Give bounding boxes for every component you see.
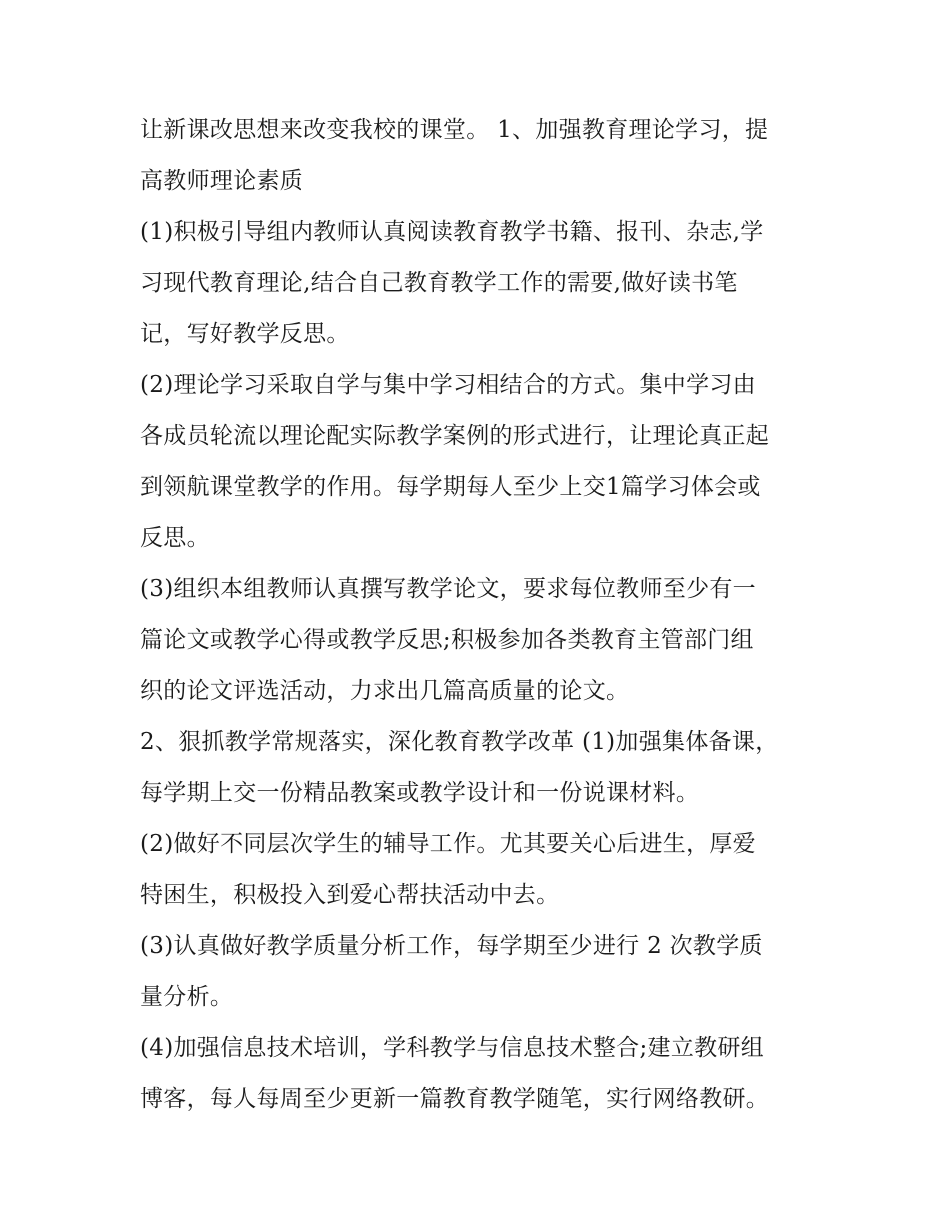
text-line: 习现代教育理论,结合自己教育教学工作的需要,做好读书笔 — [140, 270, 738, 296]
text-line: 让新课改思想来改变我校的课堂。 1、加强教育理论学习，提 — [140, 117, 769, 143]
text-line: 博客，每人每周至少更新一篇教育教学随笔，实行网络教研。 — [140, 1086, 770, 1112]
text-line: 织的论文评选活动，力求出几篇高质量的论文。 — [140, 678, 630, 704]
document-body — [140, 105, 820, 1125]
text-line: 每学期上交一份精品教案或教学设计和一份说课材料。 — [140, 780, 700, 806]
text-line: 特困生，积极投入到爱心帮扶活动中去。 — [140, 882, 560, 908]
text-line: (1)积极引导组内教师认真阅读教育教学书籍、报刊、杂志,学 — [140, 219, 764, 245]
text-line: 到领航课堂教学的作用。每学期每人至少上交1篇学习体会或 — [140, 474, 761, 500]
text-line: (2)理论学习采取自学与集中学习相结合的方式。集中学习由 — [140, 372, 756, 398]
text-line: (4)加强信息技术培训，学科教学与信息技术整合;建立教研组 — [140, 1035, 765, 1061]
text-line: 高教师理论素质 — [140, 168, 304, 194]
text-line: (3)组织本组教师认真撰写教学论文，要求每位教师至少有一 — [140, 576, 756, 602]
text-line: 量分析。 — [140, 984, 234, 1010]
text-line: (2)做好不同层次学生的辅导工作。尤其要关心后进生，厚爱 — [140, 831, 756, 857]
text-line: (3)认真做好教学质量分析工作，每学期至少进行 2 次教学质 — [140, 933, 763, 959]
text-line: 各成员轮流以理论配实际教学案例的形式进行，让理论真正起 — [140, 423, 770, 449]
text-line: 2、狠抓教学常规落实，深化教育教学改革 (1)加强集体备课， — [140, 729, 779, 755]
text-line: 反思。 — [140, 525, 210, 551]
text-line: 篇论文或教学心得或教学反思;积极参加各类教育主管部门组 — [140, 627, 754, 653]
text-line: 记，写好教学反思。 — [140, 321, 350, 347]
